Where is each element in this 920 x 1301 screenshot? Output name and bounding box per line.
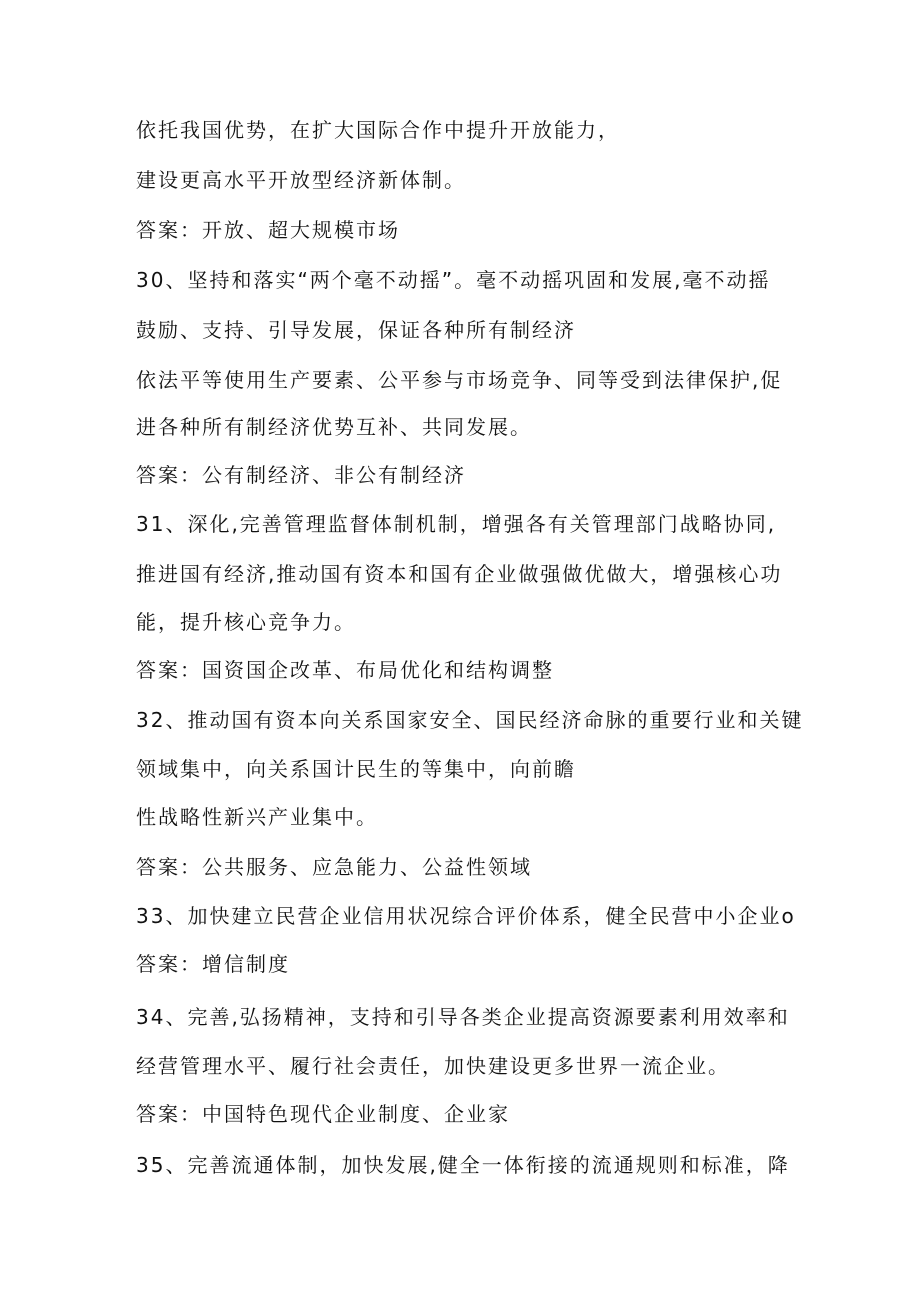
text-line: 依法平等使用生产要素、公平参与市场竞争、同等受到法律保护,促	[136, 368, 783, 392]
text-line: 能，提升核心竞争力。	[136, 610, 356, 634]
question-line: 35、完善流通体制，加快发展,健全一体衔接的流通规则和标准，降	[136, 1153, 790, 1177]
text-line: 经营管理水平、履行社会责任，加快建设更多世界一流企业。	[136, 1054, 730, 1078]
answer-line: 答案：公共服务、应急能力、公益性领域	[136, 855, 532, 879]
answer-line: 答案：开放、超大规模市场	[136, 218, 400, 242]
answer-line: 答案：增信制度	[136, 952, 290, 976]
text-line: 鼓励、支持、引导发展，保证各种所有制经济	[136, 318, 576, 342]
question-line: 33、加快建立民营企业信用状况综合评价体系，健全民营中小企业o	[136, 904, 796, 928]
question-line: 34、完善,弘扬精神，支持和引导各类企业提高资源要素利用效率和	[136, 1005, 790, 1029]
question-line: 31、深化,完善管理监督体制机制，增强各有关管理部门战略协同,	[136, 512, 777, 536]
question-line: 30、坚持和落实“两个毫不动摇”。毫不动摇巩固和发展,毫不动摇	[136, 268, 771, 292]
text-line: 建设更高水平开放型经济新体制。	[136, 168, 466, 192]
answer-line: 答案：中国特色现代企业制度、企业家	[136, 1102, 510, 1126]
answer-line: 答案：国资国企改革、布局优化和结构调整	[136, 658, 554, 682]
answer-line: 答案：公有制经济、非公有制经济	[136, 463, 466, 487]
text-line: 性战略性新兴产业集中。	[136, 805, 378, 829]
text-line: 领域集中，向关系国计民生的等集中，向前瞻	[136, 757, 576, 781]
question-line: 32、推动国有资本向关系国家安全、国民经济命脉的重要行业和关键	[136, 708, 804, 732]
text-line: 依托我国优势，在扩大国际合作中提升开放能力，	[136, 118, 620, 142]
text-line: 推进国有经济,推动国有资本和国有企业做强做优做大，增强核心功	[136, 562, 783, 586]
text-line: 进各种所有制经济优势互补、共同发展。	[136, 415, 532, 439]
